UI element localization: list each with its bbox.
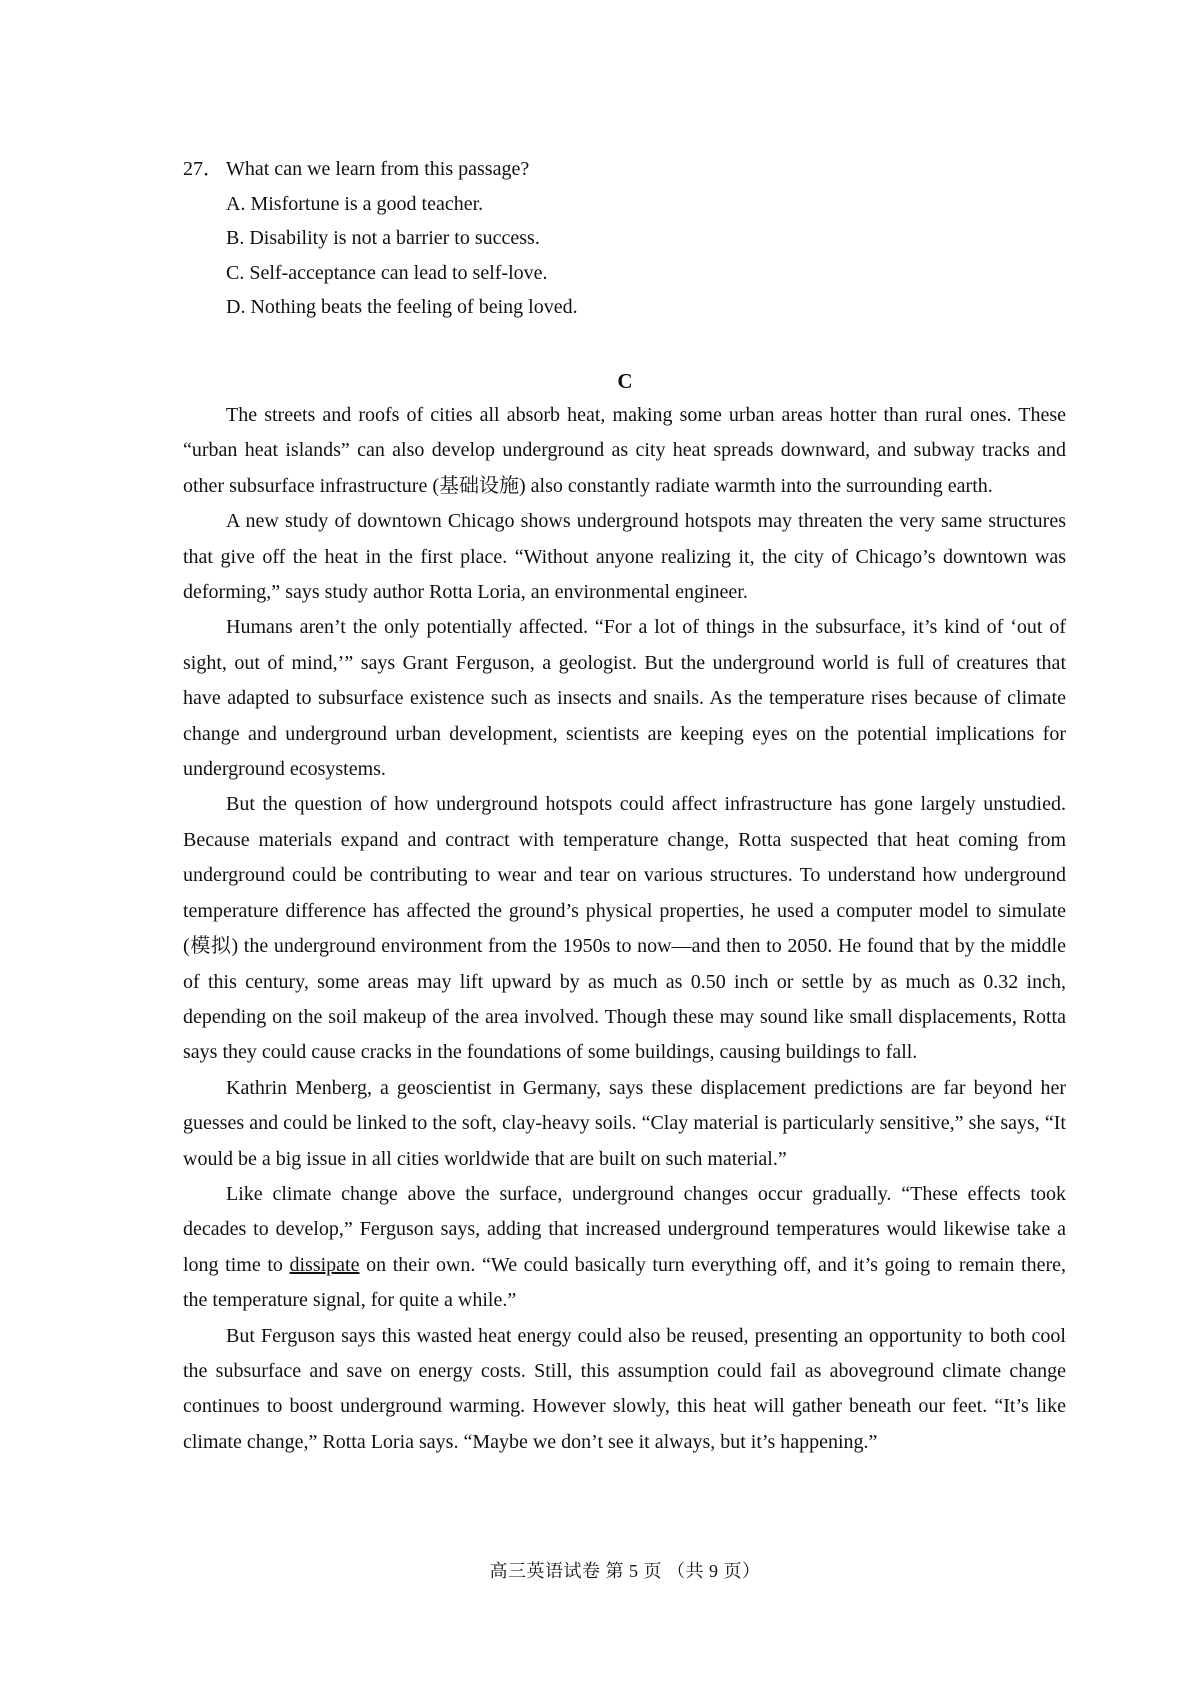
question-number: 27． xyxy=(183,158,223,180)
underlined-word: dissipate xyxy=(289,1253,360,1276)
paragraph: A new study of downtown Chicago shows underground hotspots may threaten the very same structures that give off the heat in the first place. “Without anyone realizing it, the city of Chicago’s downtown was deforming,” says study author Rotta Loria, an environmental engineer. xyxy=(183,510,1066,604)
option-a: A. Misfortune is a good teacher. xyxy=(226,192,484,215)
option-d: D. Nothing beats the feeling of being loved. xyxy=(226,296,578,318)
paragraph xyxy=(183,1177,1066,1319)
question-27 xyxy=(183,152,1063,325)
section-title: C xyxy=(617,369,633,393)
paragraph-text: Like climate change above the surface, underground changes occur gradually. “These effects took decades to develop,” Ferguson says, adding that increased underground temperatures would likewise take a long time to xyxy=(183,1182,1066,1276)
passage-c xyxy=(183,398,1066,1460)
paragraph: The streets and roofs of cities all absorb heat, making some urban areas hotter than rural ones. These “urban heat islands” can also develop underground as city heat spreads downward, and subway tracks and other subsurface infrastructure (基础设施) also constantly radiate warmth into the surrounding earth. xyxy=(183,404,1066,497)
page-footer: 高三英语试卷 第 5 页 （共 9 页） xyxy=(489,1561,761,1581)
option-b: B. Disability is not a barrier to success. xyxy=(226,227,540,249)
paragraph-text: on their own. “We could basically turn everything off, and it’s going to remain there, the temperature signal, for quite a while.” xyxy=(183,1253,1066,1312)
paragraph: Humans aren’t the only potentially affected. “For a lot of things in the subsurface, it’s kind of ‘out of sight, out of mind,’” says Grant Ferguson, a geologist. But the underground world is full of creatures that have adapted to subsurface existence such as insects and snails. As the temperature rises because of climate change and underground urban development, scientists are keeping eyes on the potential implications for underground ecosystems. xyxy=(183,616,1066,781)
paragraph: But the question of how underground hotspots could affect infrastructure has gone largely unstudied. Because materials expand and contract with temperature change, Rotta suspected that heat coming from underground could be contributing to wear and tear on various structures. To understand how underground temperature difference has affected the ground’s physical properties, he used a computer model to simulate (模拟) the underground environment from the 1950s to now—and then to 2050. He found that by the middle of this century, some areas may lift upward by as much as 0.50 inch or settle by as much as 0.32 inch, depending on the soil makeup of the area involved. Though these may sound like small displacements, Rotta says they could cause cracks in the foundations of some buildings, causing buildings to fall. xyxy=(183,793,1066,1064)
option-c: C. Self-acceptance can lead to self-love. xyxy=(226,261,548,284)
paragraph: But Ferguson says this wasted heat energy could also be reused, presenting an opportunity to both cool the subsurface and save on energy costs. Still, this assumption could fail as aboveground climate change continues to boost underground warming. However slowly, this heat will gather beneath our feet. “It’s like climate change,” Rotta Loria says. “Maybe we don’t see it always, but it’s happening.” xyxy=(183,1324,1066,1453)
question-stem xyxy=(183,152,1063,187)
question-text: What can we learn from this passage? xyxy=(226,158,530,180)
paragraph: Kathrin Menberg, a geoscientist in Germany, says these displacement predictions are far beyond her guesses and could be linked to the soft, clay-heavy soils. “Clay material is particularly sensitive,” she says, “It would be a big issue in all cities worldwide that are built on such material.” xyxy=(183,1076,1066,1170)
